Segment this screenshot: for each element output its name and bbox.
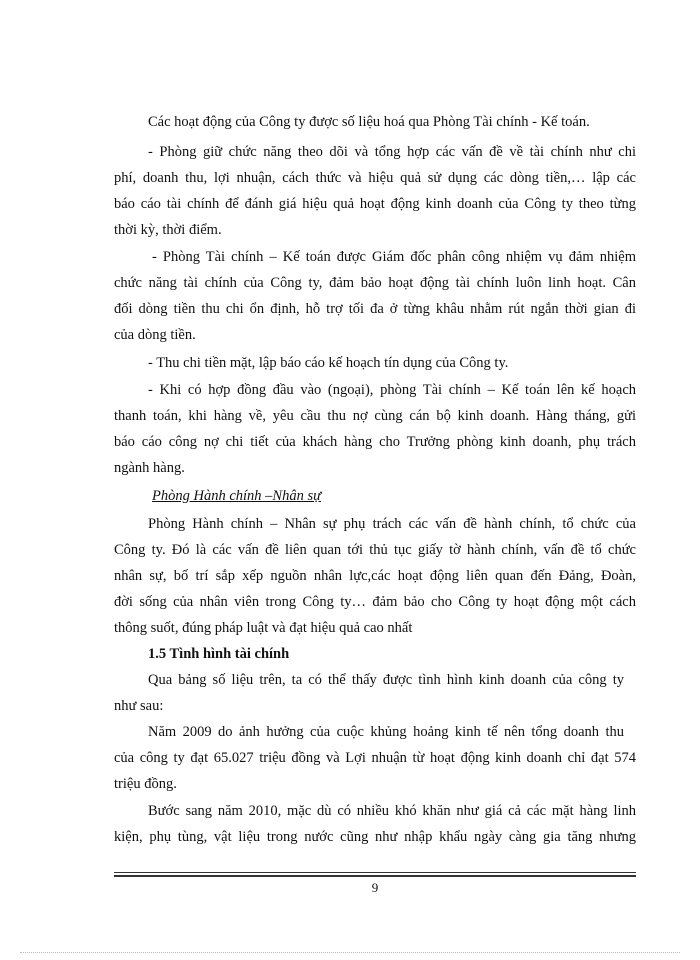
paragraph-line: đời sống của nhân viên trong Công ty… đảm bảo cho Công ty hoạt động một cách [114,594,636,610]
paragraph-line: Bước sang năm 2010, mặc dù có nhiều khó khăn như giá cả các mặt hàng linh [148,803,636,819]
paragraph-line: - Phòng Tài chính – Kế toán được Giám đốc phân công nhiệm vụ đảm nhiệm [152,249,636,265]
paragraph-line: Các hoạt động của Công ty được số liệu hoá qua Phòng Tài chính - Kế toán. [148,114,590,130]
paragraph-line: nhân sự, bố trí sắp xếp nguồn nhân lực,các hoạt động liên quan đến Đảng, Đoàn, [114,568,636,584]
paragraph-line: như sau: [114,698,164,714]
paragraph-line: triệu đồng. [114,776,177,792]
paragraph-line: thanh toán, khi hàng về, yêu cầu thu nợ cùng cán bộ kinh doanh. Hàng tháng, gửi [114,408,636,424]
paragraph-line: báo cáo công nợ chi tiết của khách hàng cho Trưởng phòng kinh doanh, phụ trách [114,434,636,450]
page-edge-divider [20,952,680,953]
paragraph-line: kiện, phụ tùng, vật liệu trong nước cũng như nhập khẩu ngày càng gia tăng nhưng [114,829,636,845]
paragraph-line: Phòng Hành chính – Nhân sự phụ trách các vấn đề hành chính, tổ chức của [148,516,636,532]
paragraph-line: thông suốt, đúng pháp luật và đạt hiệu quả cao nhất [114,620,413,636]
paragraph-line: thời kỳ, thời điểm. [114,222,222,238]
paragraph-line: Năm 2009 do ảnh hưởng của cuộc khủng hoảng kinh tế nên tổng doanh thu [148,724,624,740]
paragraph-line: của dòng tiền. [114,327,196,343]
paragraph-line: đối dòng tiền thu chi ổn định, hỗ trợ tối đa ở từng khâu nhằm rút ngắn thời gian đi [114,301,636,317]
section-heading: 1.5 Tình hình tài chính [148,646,290,662]
paragraph-line: của công ty đạt 65.027 triệu đồng và Lợi nhuận từ hoạt động kinh doanh chỉ đạt 574 [114,750,636,766]
paragraph-line: ngành hàng. [114,460,185,476]
paragraph-line: - Khi có hợp đồng đầu vào (ngoại), phòng Tài chính – Kế toán lên kế hoạch [148,382,636,398]
paragraph-line: - Phòng giữ chức năng theo dõi và tổng hợp các vấn đề về tài chính như chi [148,144,636,160]
paragraph-line: Qua bảng số liệu trên, ta có thể thấy được tình hình kinh doanh của công ty [148,672,624,688]
footer-rule [114,875,636,877]
paragraph-line: - Thu chi tiền mặt, lập báo cáo kế hoạch tín dụng của Công ty. [148,355,509,371]
paragraph-line: Công ty. Đó là các vấn đề liên quan tới thủ tục giấy tờ hành chính, vấn đề tổ chức [114,542,636,558]
section-heading: Phòng Hành chính –Nhân sự [152,488,322,504]
page-number: 9 [371,880,379,895]
footer-rule [114,872,636,873]
paragraph-line: báo cáo tài chính để đánh giá hiệu quả hoạt động kinh doanh của Công ty theo từng [114,196,636,212]
paragraph-line: phí, doanh thu, lợi nhuận, cách thức và hiệu quả sử dụng các dòng tiền,… lập các [114,170,636,186]
paragraph-line: chức năng tài chính của Công ty, đảm bảo hoạt động tài chính luôn linh hoạt. Cân [114,275,636,291]
